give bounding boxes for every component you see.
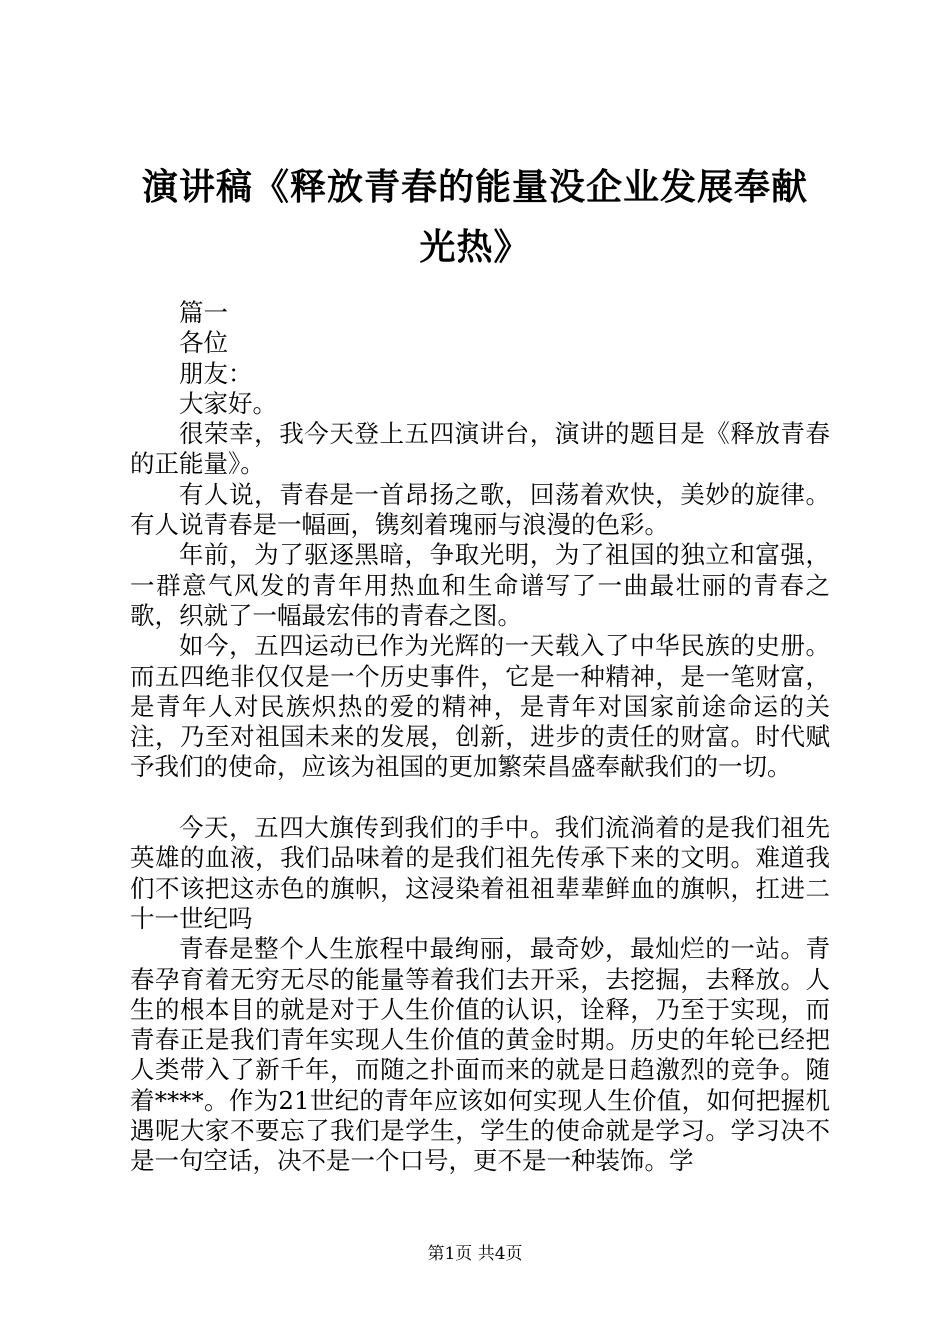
- paragraph-youth-journey: 青春是整个人生旅程中最绚丽，最奇妙，最灿烂的一站。青春孕育着无穷无尽的能量等着我们去开采，去挖掘，去释放。人生的根本目的就是对于人生价值的认识，诠释，乃至于实现，而青春正是我们青年实现人生价值的黄金时期。历史的年轮已经把人类带入了新千年，而随之扑面而来的就是日趋激烈的竞争。随着****。作为21世纪的青年应该如何实现人生价值，如何把握机遇呢大家不要忘了我们是学生，学生的使命就是学习。学习决不是一句空话，决不是一个口号，更不是一种装饰。学: [130, 934, 830, 1176]
- paragraph-intro: 很荣幸，我今天登上五四演讲台，演讲的题目是《释放青春的正能量》。: [130, 419, 830, 479]
- paragraph-section-heading: 篇一: [179, 298, 228, 327]
- paragraph-salutation-1: 各位: [179, 328, 228, 358]
- paragraph-today: 今天，五四大旗传到我们的手中。我们流淌着的是我们祖先英雄的血液，我们品味着的是我们祖先传承下来的文明。难道我们不该把这赤色的旗帜，这浸染着祖祖辈辈鲜血的旗帜，扛进二十一世纪吗: [130, 813, 830, 933]
- paragraph-youth-song: 有人说，青春是一首昂扬之歌，回荡着欢快，美妙的旋律。有人说青春是一幅画，镌刻着瑰丽与浪漫的色彩。: [130, 479, 830, 540]
- paragraph-may-fourth: 如今，五四运动已作为光辉的一天载入了中华民族的史册。而五四绝非仅仅是一个历史事件，它是一种精神，是一笔财富，是青年人对民族炽热的爱的精神，是青年对国家前途命运的关注，乃至对祖国未来的发展，创新，进步的责任的财富。时代赋予我们的使命，应该为祖国的更加繁荣昌盛奉献我们的一切。: [130, 631, 830, 782]
- paragraph-greeting: 大家好。: [179, 388, 277, 418]
- page-number: 第1页 共4页: [427, 1244, 523, 1264]
- paragraph-history: 年前，为了驱逐黑暗，争取光明，为了祖国的独立和富强，一群意气风发的青年用热血和生命谱写了一曲最壮丽的青春之歌，织就了一幅最宏伟的青春之图。: [130, 540, 830, 630]
- paragraph-spacer: [130, 783, 830, 813]
- document-body: [130, 298, 830, 1177]
- document-title: 演讲稿《释放青春的能量没企业发展奉献光热》: [141, 167, 808, 268]
- paragraph-salutation-2: 朋友：: [179, 358, 253, 388]
